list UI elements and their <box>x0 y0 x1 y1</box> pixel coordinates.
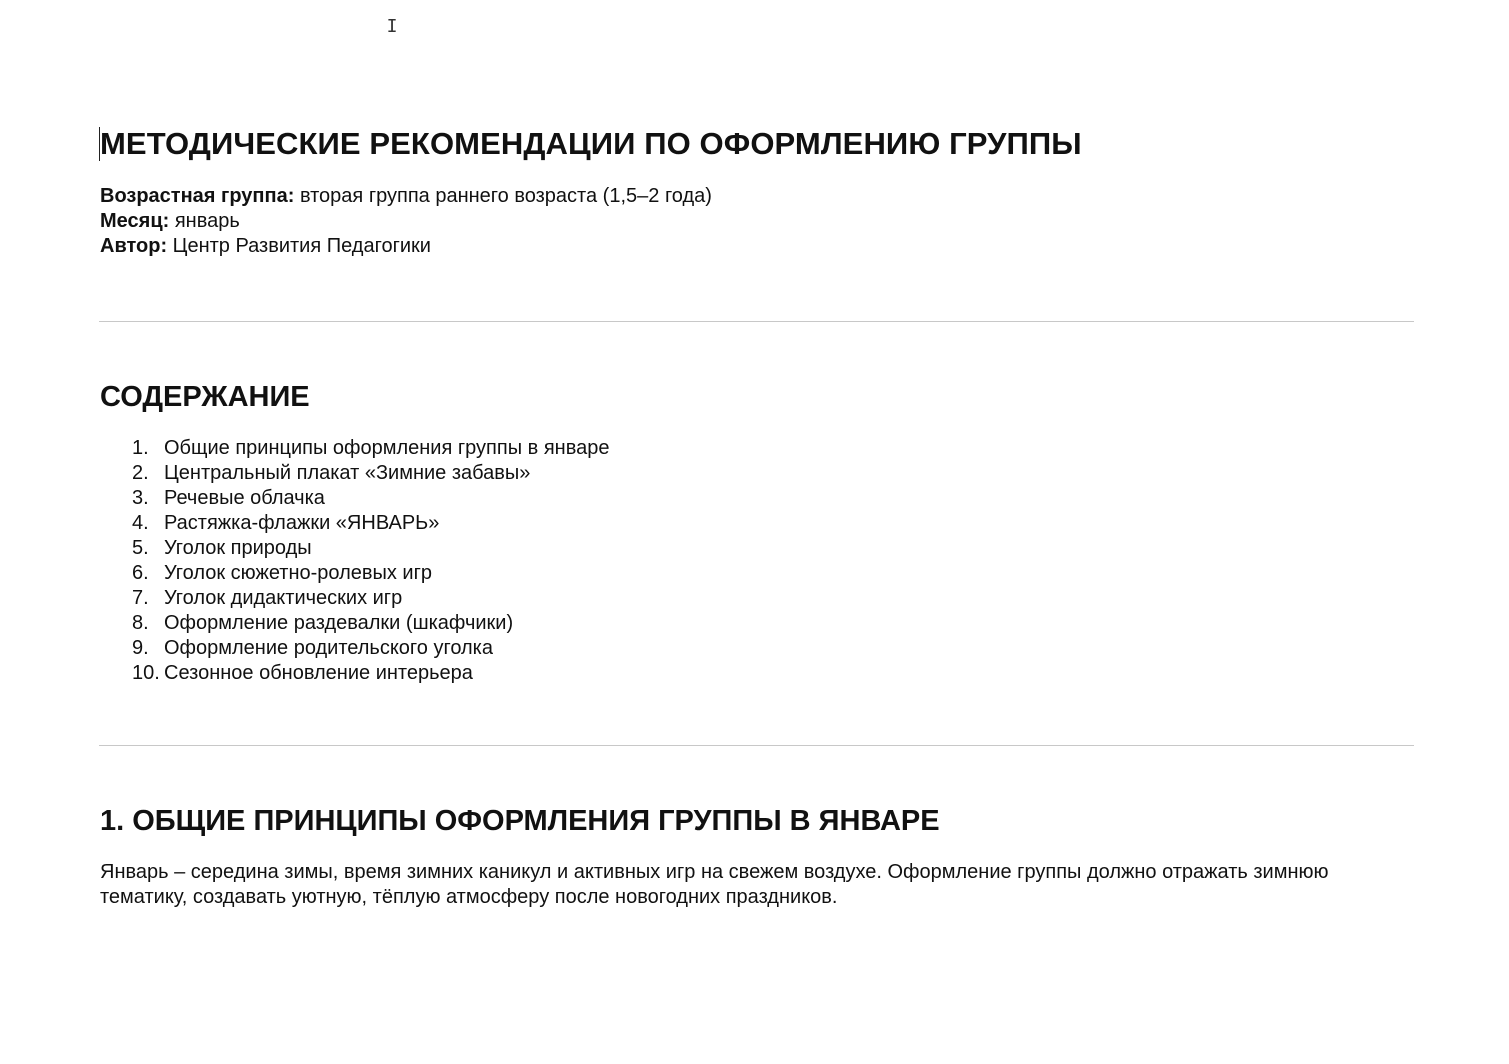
toc-item-number: 7. <box>132 587 149 609</box>
meta-value: Центр Развития Педагогики <box>172 235 431 257</box>
meta-key: Автор: <box>100 235 168 257</box>
toc-item-number: 3. <box>132 487 149 509</box>
toc-item-number: 2. <box>132 462 149 484</box>
meta-author[interactable] <box>100 234 712 259</box>
meta-key: Возрастная группа: <box>100 185 295 207</box>
toc-item-label: Оформление родительского уголка <box>164 637 493 659</box>
section-1-heading[interactable]: 1. ОБЩИЕ ПРИНЦИПЫ ОФОРМЛЕНИЯ ГРУППЫ В ЯНВАРЕ <box>100 805 940 837</box>
toc-item[interactable] <box>100 661 609 686</box>
toc-item[interactable] <box>100 436 609 461</box>
toc-item-label: Центральный плакат «Зимние забавы» <box>164 462 531 484</box>
meta-month[interactable] <box>100 209 712 234</box>
toc-item-number: 10. <box>132 662 160 684</box>
meta-value: вторая группа раннего возраста (1,5–2 года) <box>299 185 712 207</box>
toc-item-number: 6. <box>132 562 149 584</box>
meta-value: январь <box>174 210 240 232</box>
horizontal-divider <box>99 321 1414 322</box>
toc-item-label: Уголок сюжетно-ролевых игр <box>164 562 433 584</box>
meta-age-group[interactable] <box>100 184 712 209</box>
toc-item[interactable] <box>100 461 609 486</box>
toc-heading[interactable]: СОДЕРЖАНИЕ <box>100 381 310 413</box>
toc-item-number: 5. <box>132 537 149 559</box>
toc-item[interactable] <box>100 486 609 511</box>
toc-item-label: Уголок дидактических игр <box>164 587 403 609</box>
toc-item[interactable] <box>100 511 609 536</box>
toc-item[interactable] <box>100 636 609 661</box>
meta-key: Месяц: <box>100 210 170 232</box>
toc-item-label: Оформление раздевалки (шкафчики) <box>164 612 514 634</box>
toc-item[interactable] <box>100 611 609 636</box>
toc-item-label: Уголок природы <box>164 537 312 559</box>
toc-item-label: Речевые облачка <box>164 487 325 509</box>
toc-item-label: Общие принципы оформления группы в январе <box>164 437 610 459</box>
section-1-paragraph[interactable]: Январь – середина зимы, время зимних каникул и активных игр на свежем воздухе. Оформление группы должно отражать зимнюю тематику, создавать уютную, тёплую атмосферу после новогодних праздников. <box>100 861 1329 908</box>
toc-item-number: 1. <box>132 437 149 459</box>
toc-item-label: Растяжка-флажки «ЯНВАРЬ» <box>164 512 440 534</box>
toc-item-label: Сезонное обновление интерьера <box>164 662 473 684</box>
document-meta <box>100 184 712 259</box>
toc-item[interactable] <box>100 561 609 586</box>
horizontal-divider <box>99 745 1414 746</box>
toc-item-number: 4. <box>132 512 149 534</box>
toc-item-number: 8. <box>132 612 149 634</box>
toc-item[interactable] <box>100 586 609 611</box>
document-title[interactable]: МЕТОДИЧЕСКИЕ РЕКОМЕНДАЦИИ ПО ОФОРМЛЕНИЮ ГРУППЫ <box>100 126 1082 161</box>
table-of-contents <box>100 436 609 686</box>
toc-item-number: 9. <box>132 637 149 659</box>
text-cursor-icon: I <box>386 16 398 37</box>
toc-item[interactable] <box>100 536 609 561</box>
